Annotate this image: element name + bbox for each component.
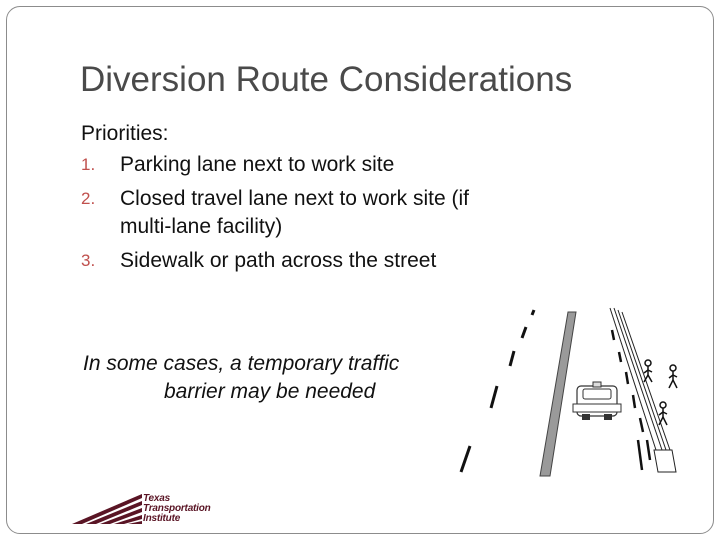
priority-number-2: 2.: [81, 189, 96, 208]
priorities-heading: Priorities:: [81, 122, 169, 145]
logo-line-2: Transportation: [143, 503, 211, 514]
priority-item-1: [81, 151, 490, 179]
priority-number-3: 3.: [81, 251, 96, 270]
priority-item-3: [81, 247, 490, 275]
pedestrian-icon: [659, 402, 667, 425]
priority-text-3: Sidewalk or path across the street: [120, 249, 437, 272]
lane-dashes: [461, 310, 534, 472]
barrier-note-line-2: barrier may be needed: [164, 380, 376, 403]
pedestrian-icon: [669, 365, 677, 388]
barrier-note-line-1: In some cases, a temporary traffic: [83, 352, 400, 375]
priority-number-1: 1.: [81, 155, 96, 174]
priority-text-2: Closed travel lane next to work site (if multi-lane facility): [120, 187, 469, 238]
tti-logo-text: [143, 494, 211, 524]
logo-line-3: Institute: [143, 513, 181, 524]
road-barrier-illustration: [440, 300, 700, 490]
priorities-block: [81, 120, 490, 281]
pedestrian-icon: [644, 360, 652, 382]
work-zone-van: [573, 382, 621, 420]
barrier-note: [83, 350, 463, 406]
priority-item-2: [81, 185, 490, 241]
slide-title: Diversion Route Considerations: [80, 60, 573, 99]
logo-line-1: Texas: [143, 493, 170, 504]
tti-logo-icon: [72, 492, 144, 526]
median-strip: [540, 312, 576, 476]
channelizers: [612, 330, 650, 470]
priority-text-1: Parking lane next to work site: [120, 153, 395, 176]
concrete-barrier: [610, 308, 676, 472]
